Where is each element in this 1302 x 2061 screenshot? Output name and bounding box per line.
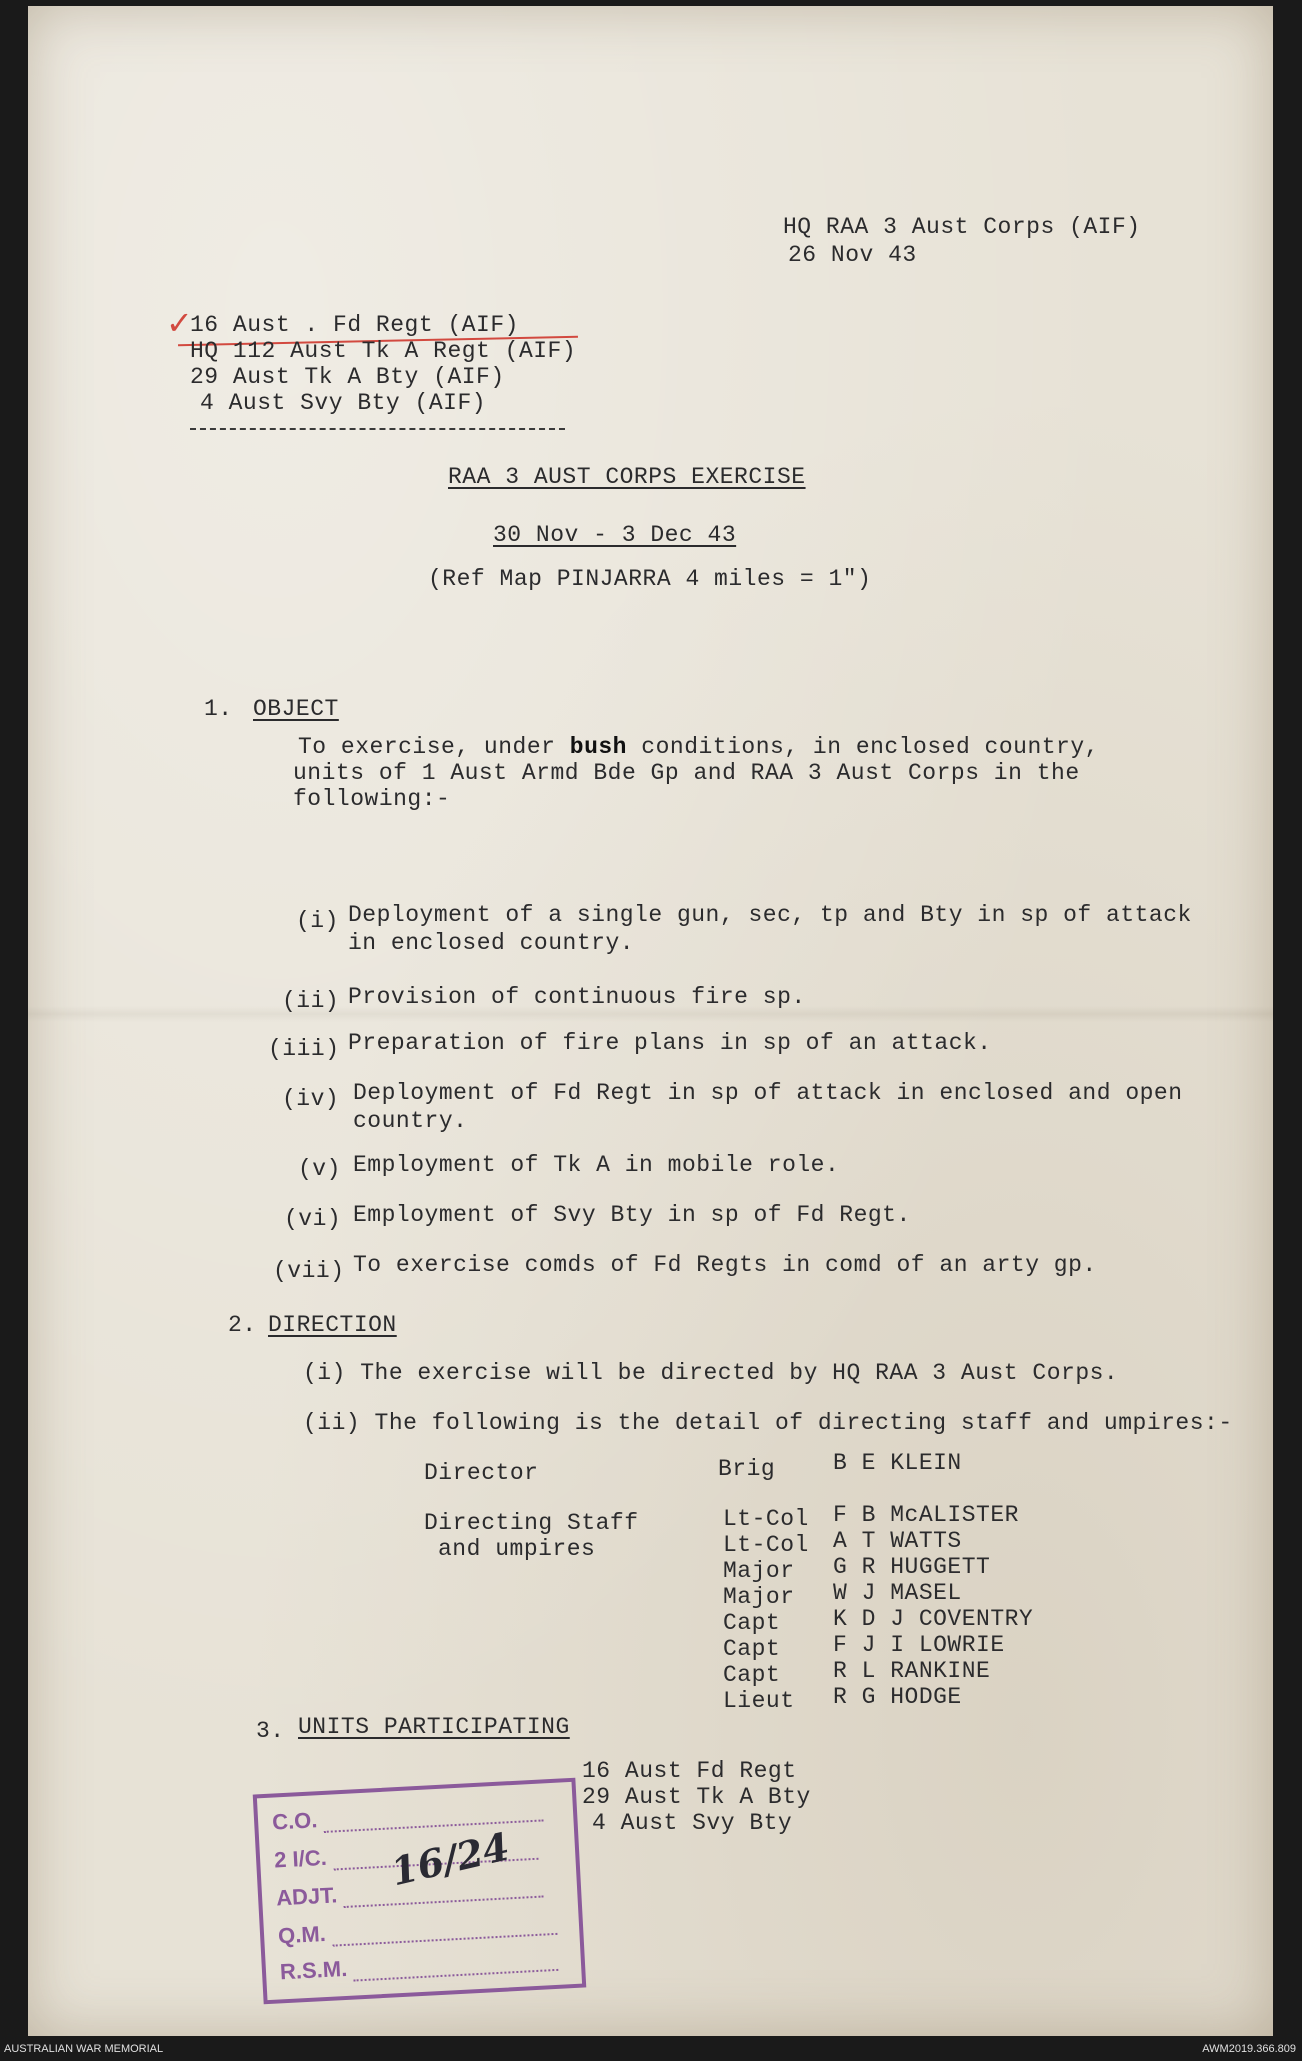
staff-name: G R HUGGETT [833,1554,991,1580]
object-item-num: (v) [298,1156,341,1182]
intro-part-a: To exercise, under [298,734,556,760]
section-2-number: 2. [228,1312,257,1338]
staff-name: R G HODGE [833,1684,962,1710]
addressee-2: HQ 112 Aust Tk A Regt (AIF) [190,338,577,364]
object-item-text: Preparation of fire plans in sp of an attack. [348,1030,992,1056]
addressee-divider [190,428,565,430]
staff-name: F B McALISTER [833,1502,1019,1528]
intro-bold-word: bush [569,734,627,760]
stamp-label: C.O. [271,1807,319,1835]
staff-rank: Lt-Col [723,1506,809,1532]
stamp-label: ADJT. [275,1882,338,1911]
object-item-text-cont: in enclosed country. [348,930,635,956]
exercise-dates: 30 Nov - 3 Dec 43 [493,522,737,548]
addressee-4: 4 Aust Svy Bty (AIF) [200,390,487,416]
object-item-num: (vi) [284,1206,342,1232]
object-item-text: To exercise comds of Fd Regts in comd of an arty gp. [353,1252,1097,1278]
staff-label: Directing Staff [424,1510,639,1536]
object-item-text: Deployment of a single gun, sec, tp and Bty in sp of attack [348,902,1192,928]
staff-rank: Capt [723,1610,781,1636]
stamp-dotted-line [354,1969,559,1982]
object-item-num: (iii) [268,1036,340,1062]
staff-name: R L RANKINE [833,1658,991,1684]
director-name: B E KLEIN [833,1450,962,1476]
object-item-num: (ii) [282,988,340,1014]
section-3-heading: UNITS PARTICIPATING [298,1714,570,1740]
staff-rank: Capt [723,1662,781,1688]
staff-label-cont: and umpires [438,1536,596,1562]
participating-unit: 4 Aust Svy Bty [592,1810,793,1836]
object-item-num: (vii) [273,1258,345,1284]
object-item-text: Employment of Tk A in mobile role. [353,1152,840,1178]
participating-unit: 29 Aust Tk A Bty [582,1784,811,1810]
staff-rank: Major [723,1584,795,1610]
staff-name: K D J COVENTRY [833,1606,1034,1632]
object-intro-line3: following:- [293,786,451,812]
object-item-text: Employment of Svy Bty in sp of Fd Regt. [353,1202,911,1228]
staff-name: W J MASEL [833,1580,962,1606]
document-page [28,6,1273,2036]
header-date: 26 Nov 43 [788,242,917,268]
staff-name: F J I LOWRIE [833,1632,1005,1658]
staff-rank: Capt [723,1636,781,1662]
stamp-dotted-line [324,1819,544,1833]
map-reference: (Ref Map PINJARRA 4 miles = 1") [428,566,872,592]
routing-stamp [253,1778,587,2005]
handwritten-initials: 16/24 [386,1823,514,1895]
direction-item-1: (i) The exercise will be directed by HQ RAA 3 Aust Corps. [303,1360,1119,1386]
section-3-number: 3. [256,1718,285,1744]
stamp-row-rsm [279,1945,558,1986]
header-hq: HQ RAA 3 Aust Corps (AIF) [783,214,1141,240]
footer-accession: AWM2019.366.809 [1202,2043,1296,2055]
object-item-text-cont: country. [353,1108,468,1134]
section-2-heading: DIRECTION [268,1312,397,1338]
section-1-number: 1. [204,696,233,722]
stamp-dotted-line [344,1896,544,1908]
stamp-row-qm [278,1909,558,1950]
object-intro-line2: units of 1 Aust Armd Bde Gp and RAA 3 Aust Corps in the [293,760,1080,786]
object-intro-line1 [298,734,1099,760]
intro-part-b: conditions, in enclosed country, [641,734,1099,760]
stamp-dotted-line [332,1933,557,1947]
object-item-num: (iv) [282,1086,340,1112]
addressee-3: 29 Aust Tk A Bty (AIF) [190,364,505,390]
participating-unit: 16 Aust Fd Regt [582,1758,797,1784]
stamp-label: R.S.M. [279,1955,348,1985]
stamp-label: 2 I/C. [273,1844,328,1873]
staff-name: A T WATTS [833,1528,962,1554]
staff-rank: Major [723,1558,795,1584]
addressee-1: 16 Aust . Fd Regt (AIF) [190,312,519,338]
object-item-text: Provision of continuous fire sp. [348,984,806,1010]
director-label: Director [424,1460,539,1486]
object-item-text: Deployment of Fd Regt in sp of attack in enclosed and open [353,1080,1183,1106]
section-1-heading: OBJECT [253,696,339,722]
direction-item-2: (ii) The following is the detail of directing staff and umpires:- [303,1410,1233,1436]
footer-archive: AUSTRALIAN WAR MEMORIAL [4,2043,164,2055]
red-checkmark-icon: ✓ [166,304,193,342]
director-rank: Brig [718,1456,776,1482]
staff-rank: Lieut [723,1688,795,1714]
stamp-label: Q.M. [277,1920,327,1949]
exercise-title: RAA 3 AUST CORPS EXERCISE [448,464,806,490]
object-item-num: (i) [296,908,339,934]
staff-rank: Lt-Col [723,1532,809,1558]
